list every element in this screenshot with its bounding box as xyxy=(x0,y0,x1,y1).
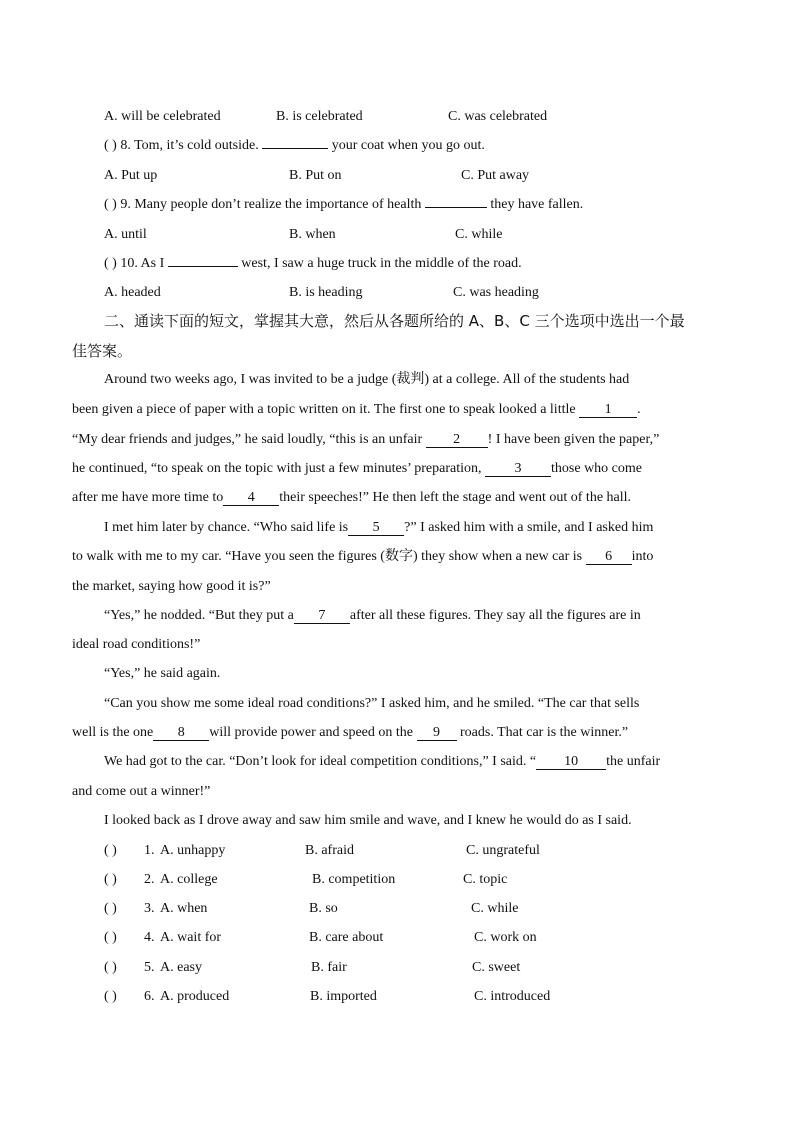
passage-text: I met him later by chance. “Who said life is xyxy=(104,520,349,535)
q7-option-b: B. is celebrated xyxy=(276,109,363,124)
option-c: C. sweet xyxy=(472,960,521,975)
option-b: B. imported xyxy=(310,989,377,1004)
option-a: A. unhappy xyxy=(160,843,226,858)
passage-text: their speeches!” He then left the stage and went out of the hall. xyxy=(279,490,632,505)
answer-paren[interactable]: ( ) xyxy=(104,256,117,271)
passage-line xyxy=(72,460,722,478)
passage-line: Around two weeks ago, I was invited to be a judge (裁判) at a college. All of the students had xyxy=(104,372,630,387)
passage-line: “Can you show me some ideal road conditions?” I asked him, and he smiled. “The car that sells xyxy=(104,696,640,711)
q7-option-a: A. will be celebrated xyxy=(104,109,221,124)
passage-text: “My dear friends and judges,” he said loudly, “this is an unfair xyxy=(72,432,423,447)
passage-blank-6[interactable]: 6 xyxy=(586,549,632,565)
passage-blank-7[interactable]: 7 xyxy=(294,608,350,624)
answer-number: 5. xyxy=(144,960,155,975)
passage-line: and come out a winner!” xyxy=(72,784,211,799)
passage-line xyxy=(72,724,722,742)
answer-paren[interactable]: ( ) xyxy=(104,901,117,916)
passage-line: “Yes,” he said again. xyxy=(104,666,221,681)
passage-text: he continued, “to speak on the topic with just a few minutes’ preparation, xyxy=(72,461,482,476)
passage-text: well is the one xyxy=(72,725,154,740)
q10-option-c: C. was heading xyxy=(453,285,539,300)
passage-line xyxy=(104,753,722,771)
question-stem-tail: west, I saw a huge truck in the middle of the road. xyxy=(241,256,522,271)
q8-option-c: C. Put away xyxy=(461,168,530,183)
option-a: A. when xyxy=(160,901,208,916)
answer-paren[interactable]: ( ) xyxy=(104,989,117,1004)
passage-blank-2[interactable]: 2 xyxy=(426,432,488,448)
passage-text: into xyxy=(631,549,654,564)
option-b: B. fair xyxy=(311,960,347,975)
passage-line: I looked back as I drove away and saw him smile and wave, and I knew he would do as I said. xyxy=(104,813,632,828)
answer-blank[interactable] xyxy=(425,207,487,208)
option-a: A. college xyxy=(160,872,218,887)
passage-blank-5[interactable]: 5 xyxy=(348,520,404,536)
passage-text: We had got to the car. “Don’t look for ideal competition conditions,” I said. “ xyxy=(104,754,537,769)
passage-text: . xyxy=(637,402,641,417)
passage-blank-4[interactable]: 4 xyxy=(223,490,279,506)
passage-line xyxy=(72,431,722,449)
section-2-instruction: 二、通读下面的短文，掌握其大意，然后从各题所给的 A、B、C 三个选项中选出一个最 xyxy=(104,312,685,330)
question-stem: 9. Many people don’t realize the importance of health xyxy=(120,197,422,212)
q9-option-b: B. when xyxy=(289,227,336,242)
option-b: B. competition xyxy=(312,872,396,887)
q9-option-c: C. while xyxy=(455,227,503,242)
question-10 xyxy=(104,255,522,273)
option-c: C. ungrateful xyxy=(466,843,540,858)
passage-text: those who come xyxy=(551,461,642,476)
option-c: C. while xyxy=(471,901,519,916)
passage-blank-10[interactable]: 10 xyxy=(536,754,606,770)
passage-text: after me have more time to xyxy=(72,490,224,505)
passage-line: the market, saying how good it is?” xyxy=(72,579,271,594)
passage-text: “Yes,” he nodded. “But they put a xyxy=(104,608,294,623)
passage-line xyxy=(72,548,722,566)
passage-blank-8[interactable]: 8 xyxy=(153,725,209,741)
answer-paren[interactable]: ( ) xyxy=(104,872,117,887)
answer-paren[interactable]: ( ) xyxy=(104,960,117,975)
question-stem-tail: they have fallen. xyxy=(490,197,584,212)
option-b: B. afraid xyxy=(305,843,354,858)
passage-text: after all these figures. They say all the figures are in xyxy=(349,608,641,623)
option-c: C. work on xyxy=(474,930,537,945)
option-b: B. so xyxy=(309,901,338,916)
answer-number: 2. xyxy=(144,872,155,887)
passage-line xyxy=(104,519,722,537)
question-8 xyxy=(104,137,485,155)
option-a: A. wait for xyxy=(160,930,222,945)
answer-paren[interactable]: ( ) xyxy=(104,930,117,945)
answer-blank[interactable] xyxy=(168,266,238,267)
passage-text: ?” I asked him with a smile, and I asked him xyxy=(404,520,654,535)
q8-option-b: B. Put on xyxy=(289,168,342,183)
section-2-instruction-cont: 佳答案。 xyxy=(72,342,133,360)
option-c: C. introduced xyxy=(474,989,551,1004)
question-stem: 8. Tom, it’s cold outside. xyxy=(120,138,259,153)
answer-blank[interactable] xyxy=(262,148,328,149)
answer-number: 3. xyxy=(144,901,155,916)
passage-line xyxy=(72,489,722,507)
answer-paren[interactable]: ( ) xyxy=(104,138,117,153)
answer-number: 4. xyxy=(144,930,155,945)
option-c: C. topic xyxy=(463,872,508,887)
passage-text: been given a piece of paper with a topic written on it. The first one to speak looked a little xyxy=(72,402,576,417)
option-a: A. produced xyxy=(160,989,230,1004)
q10-option-b: B. is heading xyxy=(289,285,363,300)
question-9 xyxy=(104,196,583,214)
passage-text: roads. That car is the winner.” xyxy=(460,725,629,740)
passage-blank-1[interactable]: 1 xyxy=(579,402,637,418)
question-stem-tail: your coat when you go out. xyxy=(331,138,485,153)
passage-blank-9[interactable]: 9 xyxy=(417,725,457,741)
question-stem: 10. As I xyxy=(120,256,165,271)
answer-paren[interactable]: ( ) xyxy=(104,197,117,212)
passage-text: the unfair xyxy=(606,754,661,769)
passage-text: will provide power and speed on the xyxy=(209,725,413,740)
passage-line xyxy=(104,607,722,625)
q8-option-a: A. Put up xyxy=(104,168,158,183)
q10-option-a: A. headed xyxy=(104,285,161,300)
answer-number: 1. xyxy=(144,843,155,858)
passage-text: to walk with me to my car. “Have you seen the figures (数字) they show when a new car is xyxy=(72,549,583,564)
q7-option-c: C. was celebrated xyxy=(448,109,548,124)
option-b: B. care about xyxy=(309,930,384,945)
passage-line xyxy=(72,401,722,419)
passage-line: ideal road conditions!” xyxy=(72,637,201,652)
answer-paren[interactable]: ( ) xyxy=(104,843,117,858)
option-a: A. easy xyxy=(160,960,202,975)
answer-number: 6. xyxy=(144,989,155,1004)
passage-text: ! I have been given the paper,” xyxy=(487,432,660,447)
passage-blank-3[interactable]: 3 xyxy=(485,461,551,477)
q9-option-a: A. until xyxy=(104,227,147,242)
